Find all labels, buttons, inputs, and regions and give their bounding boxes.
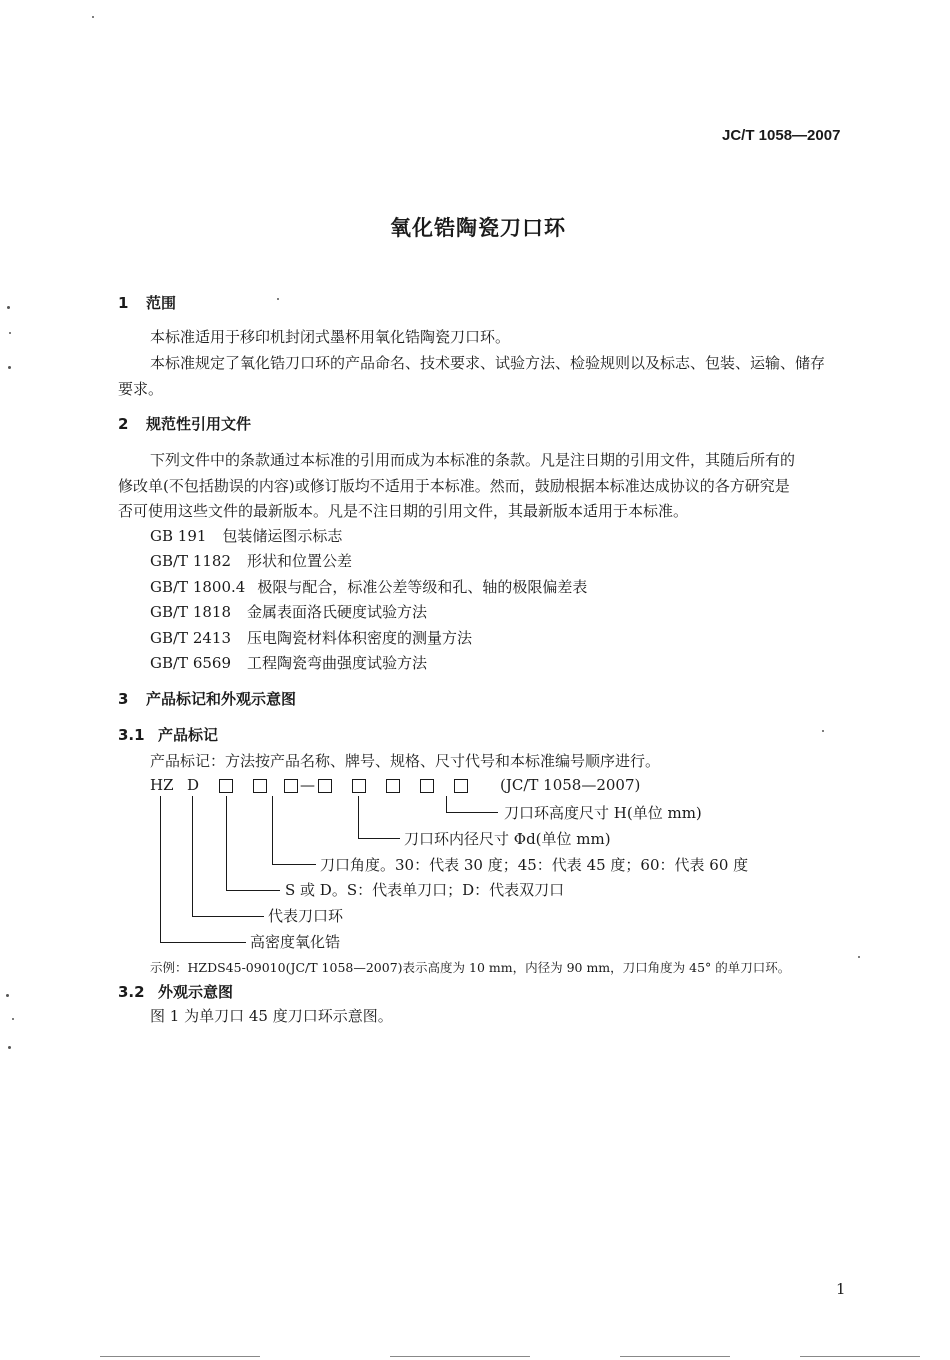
scan-edge-line [620, 1356, 730, 1357]
leader-line [446, 796, 447, 812]
scan-speck [12, 1018, 14, 1020]
code-box [219, 779, 233, 793]
page-title: 氧化锆陶瓷刀口环 [390, 216, 566, 240]
code-box [386, 779, 400, 793]
leader-line [446, 812, 498, 813]
section-number: 3 [118, 690, 129, 708]
code-label: 刀口环高度尺寸 H(单位 mm) [504, 804, 702, 822]
paragraph: 图 1 为单刀口 45 度刀口环示意图。 [150, 1007, 393, 1025]
scan-speck [277, 298, 279, 300]
reference-code: GB 191 [150, 527, 207, 545]
scan-edge-line [390, 1356, 530, 1357]
leader-line [192, 916, 264, 917]
code-box [253, 779, 267, 793]
code-box [284, 779, 298, 793]
code-label: S 或 D。S：代表单刀口；D：代表双刀口 [285, 881, 565, 899]
code-label: 代表刀口环 [268, 907, 344, 925]
paragraph: 下列文件中的条款通过本标准的引用而成为本标准的条款。凡是注日期的引用文件，其随后所有的 [150, 451, 796, 469]
reference-code: GB/T 1818 [150, 603, 232, 621]
scan-speck [8, 1046, 11, 1049]
reference-code: GB/T 1182 [150, 552, 232, 570]
subsection-3-1-heading [118, 724, 218, 745]
paragraph: 本标准适用于移印机封闭式墨杯用氧化锆陶瓷刀口环。 [150, 328, 511, 346]
code-box [352, 779, 366, 793]
scan-edge-line [800, 1356, 920, 1357]
reference-name: 工程陶瓷弯曲强度试验方法 [247, 654, 428, 672]
code-box [454, 779, 468, 793]
paragraph: 修改单(不包括勘误的内容)或修订版均不适用于本标准。然而，鼓励根据本标准达成协议的各方研究是 [118, 477, 790, 495]
reference-item [150, 601, 427, 622]
leader-line [160, 942, 246, 943]
reference-item [150, 576, 587, 597]
page-number: 1 [836, 1280, 846, 1298]
leader-line [272, 796, 273, 864]
section-3-heading [118, 688, 296, 709]
reference-item [150, 525, 342, 546]
code-label: 高密度氧化锆 [250, 933, 341, 951]
scan-edge-line [100, 1356, 260, 1357]
reference-name: 形状和位置公差 [247, 552, 353, 570]
reference-item [150, 550, 352, 571]
scan-speck [822, 730, 824, 732]
code-dash: — [300, 776, 315, 794]
example-note: 示例：HZDS45-09010(JC/T 1058—2007)表示高度为 10 mm，内径为 90 mm，刀口角度为 45° 的单刀口环。 [150, 960, 791, 975]
section-title: 规范性引用文件 [146, 415, 252, 433]
reference-name: 极限与配合，标准公差等级和孔、轴的极限偏差表 [257, 578, 588, 596]
code-standard: (JC/T 1058—2007) [500, 776, 641, 794]
leader-line [192, 796, 193, 916]
section-title: 范围 [146, 294, 177, 312]
section-1-heading [118, 292, 176, 313]
code-box [318, 779, 332, 793]
leader-line [358, 838, 400, 839]
reference-item [150, 627, 472, 648]
reference-name: 金属表面洛氏硬度试验方法 [247, 603, 428, 621]
section-number: 2 [118, 415, 129, 433]
code-box [420, 779, 434, 793]
code-d: D [187, 776, 200, 794]
leader-line [226, 796, 227, 890]
leader-line [226, 890, 280, 891]
scan-speck [7, 306, 10, 309]
paragraph: 要求。 [118, 380, 164, 398]
leader-line [160, 796, 161, 942]
code-label: 刀口角度。30：代表 30 度；45：代表 45 度；60：代表 60 度 [320, 856, 749, 874]
scan-speck [6, 994, 9, 997]
leader-line [272, 864, 316, 865]
reference-code: GB/T 6569 [150, 654, 232, 672]
scan-speck [858, 956, 860, 958]
subsection-number: 3.1 [118, 726, 145, 744]
leader-line [358, 796, 359, 838]
reference-name: 压电陶瓷材料体积密度的测量方法 [247, 629, 473, 647]
section-title: 产品标记和外观示意图 [146, 690, 297, 708]
subsection-title: 产品标记 [158, 726, 219, 744]
scan-speck [8, 366, 11, 369]
standard-code: JC/T 1058—2007 [722, 127, 841, 144]
subsection-title: 外观示意图 [158, 983, 234, 1001]
paragraph: 本标准规定了氧化锆刀口环的产品命名、技术要求、试验方法、检验规则以及标志、包装、运输、储存 [150, 354, 826, 372]
code-label: 刀口环内径尺寸 Φd(单位 mm) [404, 830, 611, 848]
reference-code: GB/T 1800.4 [150, 578, 246, 596]
reference-name: 包装储运图示标志 [222, 527, 343, 545]
reference-item [150, 652, 427, 673]
code-hz: HZ [150, 776, 174, 794]
section-2-heading [118, 413, 251, 434]
subsection-3-2-heading [118, 981, 233, 1002]
reference-code: GB/T 2413 [150, 629, 232, 647]
paragraph: 产品标记：方法按产品名称、牌号、规格、尺寸代号和本标准编号顺序进行。 [150, 752, 661, 770]
scan-speck [9, 332, 11, 334]
scan-speck [92, 16, 94, 18]
section-number: 1 [118, 294, 129, 312]
subsection-number: 3.2 [118, 983, 145, 1001]
paragraph: 否可使用这些文件的最新版本。凡是不注日期的引用文件，其最新版本适用于本标准。 [118, 502, 689, 520]
